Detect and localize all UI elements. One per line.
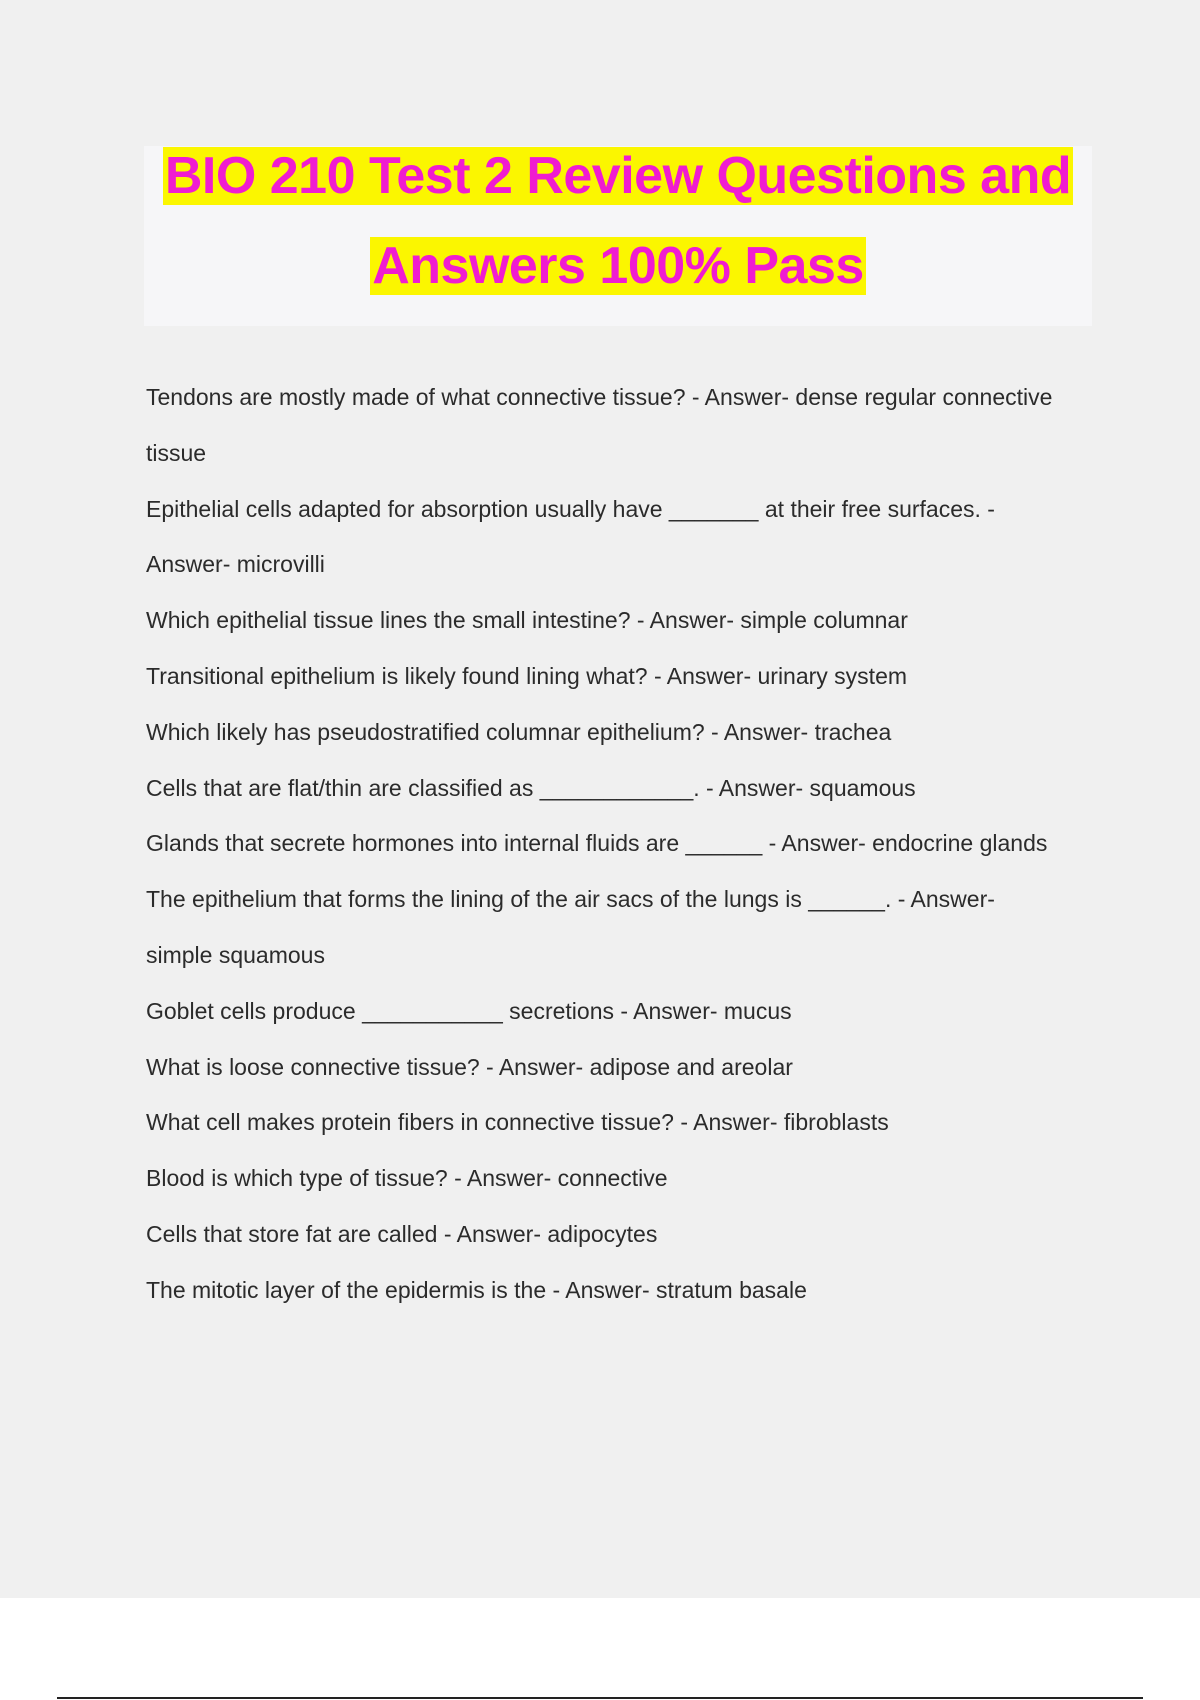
qa-item: Transitional epithelium is likely found lining what? - Answer- urinary system <box>146 662 908 689</box>
qa-item: Cells that store fat are called - Answer- adipocytes <box>146 1220 658 1247</box>
qa-item: Goblet cells produce ___________ secretions - Answer- mucus <box>146 997 792 1024</box>
qa-item: Cells that are flat/thin are classified as ____________. - Answer- squamous <box>146 774 916 801</box>
qa-item: Epithelial cells adapted for absorption usually have _______ at their free surfaces. - Answer- microvilli <box>146 495 995 578</box>
qa-item: The mitotic layer of the epidermis is the - Answer- stratum basale <box>146 1276 807 1303</box>
title-text-2: Answers 100% Pass <box>372 237 864 295</box>
document-title-line-1 <box>144 146 1092 206</box>
qa-item: Glands that secrete hormones into internal fluids are ______ - Answer- endocrine glands <box>146 830 1048 857</box>
qa-item: Which likely has pseudostratified columnar epithelium? - Answer- trachea <box>146 718 892 745</box>
qa-item: What is loose connective tissue? - Answer- adipose and areolar <box>146 1053 793 1080</box>
qa-item: The epithelium that forms the lining of the air sacs of the lungs is ______. - Answer- simple squamous <box>146 886 995 968</box>
question-answer-list <box>146 370 1066 1319</box>
qa-item: Blood is which type of tissue? - Answer- connective <box>146 1165 668 1192</box>
document-title-line-2 <box>144 236 1092 296</box>
qa-item: Which epithelial tissue lines the small intestine? - Answer- simple columnar <box>146 607 908 634</box>
footer-divider <box>57 1697 1143 1699</box>
qa-item: Tendons are mostly made of what connective tissue? - Answer- dense regular connective tissue <box>146 384 1053 466</box>
title-text-1: BIO 210 Test 2 Review Questions and <box>164 147 1072 205</box>
qa-item: What cell makes protein fibers in connective tissue? - Answer- fibroblasts <box>146 1109 889 1136</box>
